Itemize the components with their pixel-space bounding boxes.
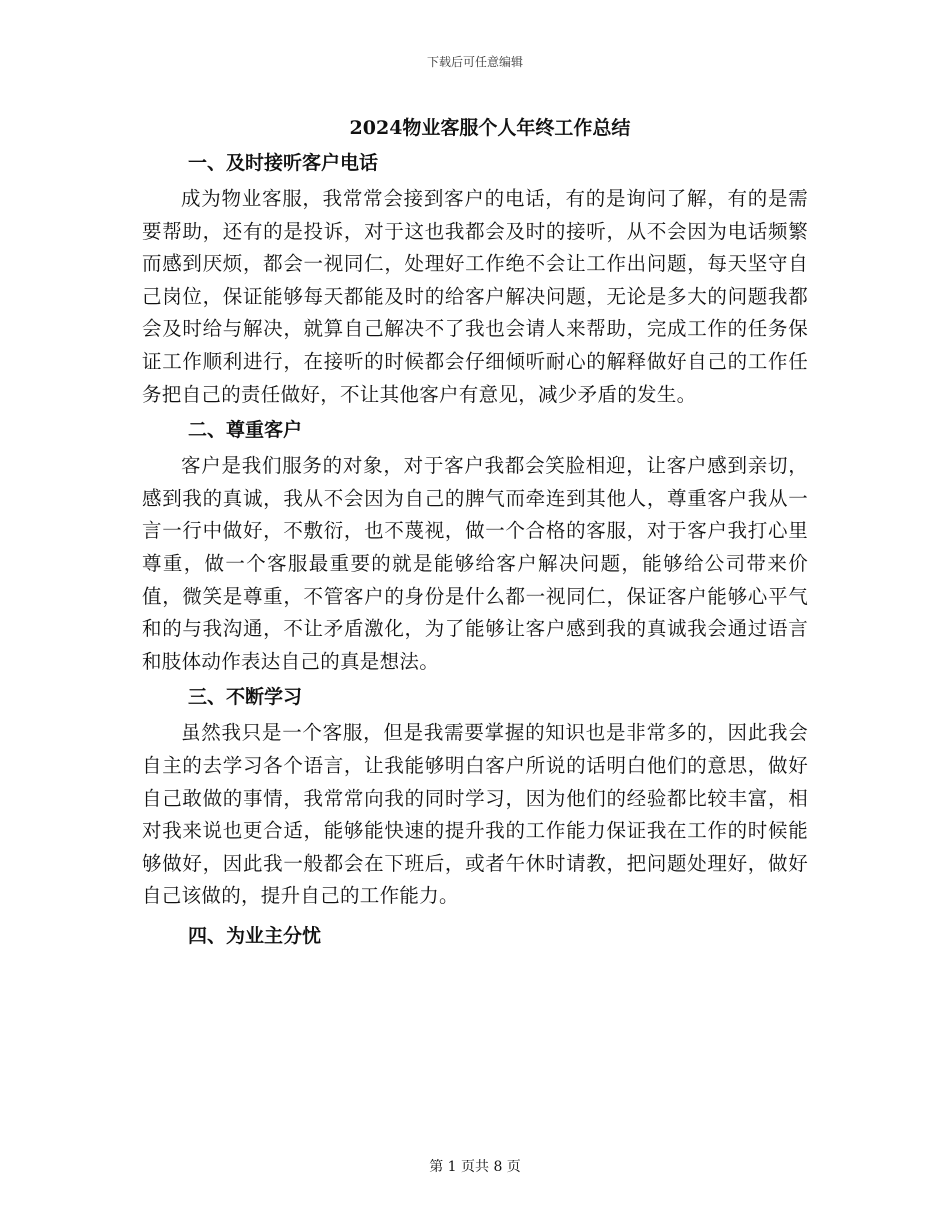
section-paragraph-1: 成为物业客服，我常常会接到客户的电话，有的是询问了解，有的是需要帮助，还有的是投诉，对于这也我都会及时的接听，从不会因为电话频繁而感到厌烦，都会一视同仁，处理好工作绝不会让工作出问题，每天坚守自己岗位，保证能够每天都能及时的给客户解决问题，无论是多大的问题我都会及时给与解决，就算自己解决不了我也会请人来帮助，完成工作的任务保证工作顺利进行，在接听的时候都会仔细倾听耐心的解释做好自己的工作任务把自己的责任做好，不让其他客户有意见，减少矛盾的发生。 — [142, 187, 808, 406]
section-paragraph-3: 虽然我只是一个客服，但是我需要掌握的知识也是非常多的，因此我会自主的去学习各个语言，让我能够明白客户所说的话明白他们的意思，做好自己敢做的事情，我常常向我的同时学习，因为他们的经验都比较丰富，相对我来说也更合适，能够能快速的提升我的工作能力保证我在工作的时候能够做好，因此我一般都会在下班后，或者午休时请教，把问题处理好，做好自己该做的，提升自己的工作能力。 — [142, 721, 808, 908]
section-heading-4: 四、为业主分忧 — [188, 924, 322, 947]
header-note: 下载后可任意编辑 — [426, 55, 523, 69]
section-paragraph-2: 客户是我们服务的对象，对于客户我都会笑脸相迎，让客户感到亲切，感到我的真诚，我从不会因为自己的脾气而牵连到其他人，尊重客户我从一言一行中做好，不敷衍，也不蔑视，做一个合格的客服，对于客户我打心里尊重，做一个客服最重要的就是能够给客户解决问题，能够给公司带来价值，微笑是尊重，不管客户的身份是什么都一视同仁，保证客户能够心平气和的与我沟通，不让矛盾激化，为了能够让客户感到我的真诚我会通过语言和肢体动作表达自己的真是想法。 — [142, 454, 808, 673]
page-number: 第 1 页共 8 页 — [429, 1159, 521, 1175]
section-heading-1: 一、及时接听客户电话 — [188, 152, 379, 174]
document-body — [142, 112, 808, 956]
section-heading-2: 二、尊重客户 — [188, 419, 303, 442]
section-heading-3: 三、不断学习 — [188, 686, 303, 709]
document-title: 2024物业客服个人年终工作总结 — [349, 117, 631, 139]
